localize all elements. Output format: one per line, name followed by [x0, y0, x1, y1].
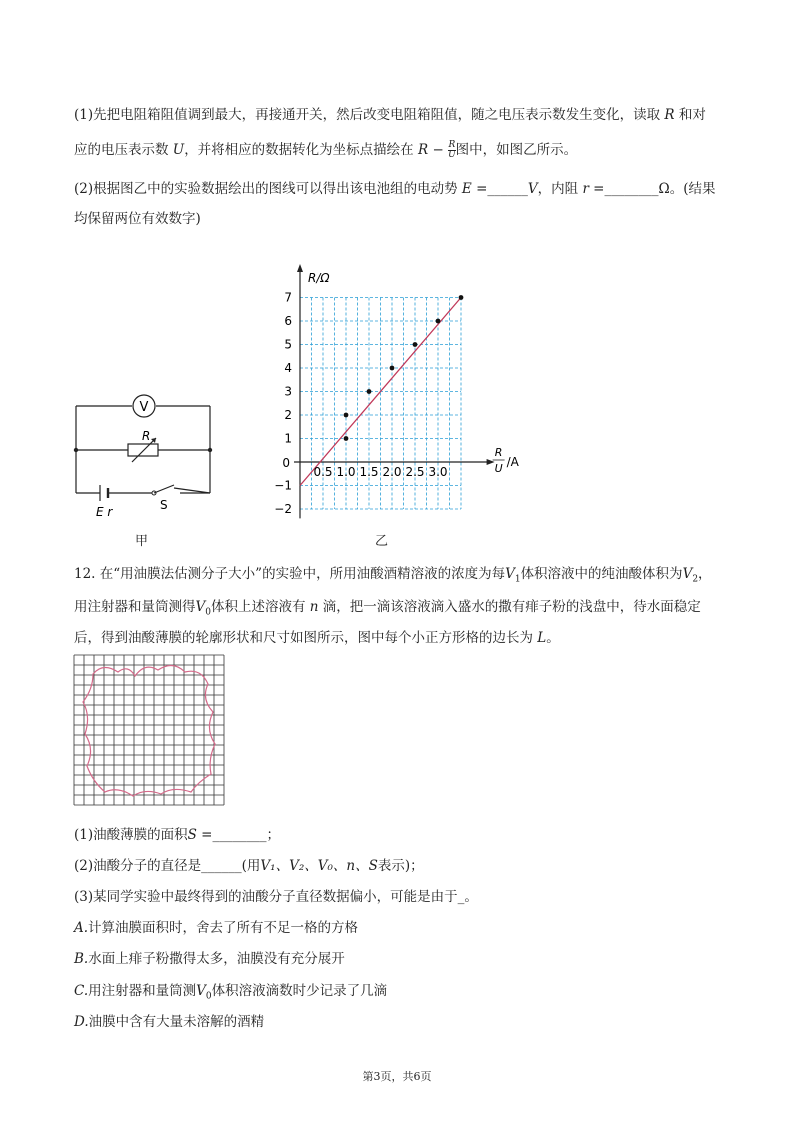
q12-sub2: (2)油酸分子的直径是______(用V₁、V₂、V₀、n、S表示)； [74, 858, 424, 874]
y-tick-label: 3 [284, 384, 292, 399]
option-d: D.油膜中含有大量未溶解的酒精 [74, 1014, 265, 1030]
y-tick-label: 2 [284, 408, 292, 422]
data-point [459, 295, 464, 300]
option-a: A.计算油膜面积时，舍去了所有不足一格的方格 [74, 920, 359, 936]
y-tick-label: 5 [284, 337, 292, 352]
voltmeter-label: V [139, 400, 149, 415]
battery-label: E r [96, 505, 113, 519]
y-tick-label: 1 [284, 431, 292, 446]
option-c: C.用注射器和量筒测$V_0$体积溶液滴数时少记录了几滴 [74, 983, 388, 1002]
y-tick-label: 7 [284, 290, 292, 305]
x-tick-label: 1.5 [359, 465, 379, 479]
q12-stem-line3: 后，得到油酸薄膜的轮廓形状和尺寸如图所示，图中每个小正方形格的边长为 L。 [74, 630, 560, 646]
data-point [413, 342, 418, 347]
q11-part2-line2: 均保留两位有效数字) [74, 211, 201, 227]
y-axis-arrow [297, 264, 303, 272]
x-tick-label: 2.0 [382, 465, 402, 479]
circuit-caption: 甲 [135, 534, 149, 549]
x-label-unit: /A [506, 455, 519, 469]
q11-part1-line1: (1)先把电阻箱阻值调到最大，再接通开关，然后改变电阻箱阻值，随之电压表示数发生变化，读取 R 和对 [74, 107, 706, 123]
x-tick-label: 3.0 [428, 465, 448, 479]
q12-sub3: (3)某同学实验中最终得到的油酸分子直径数据偏小，可能是由于_。 [74, 889, 478, 905]
y-axis-label: R/Ω [308, 271, 330, 285]
data-point [367, 389, 372, 394]
oil-film-grid [73, 654, 225, 806]
x-tick-label: 1.0 [336, 465, 356, 479]
q11-part1-line2: 应的电压表示数 U，并将相应的数据转化为坐标点描绘在 R − $\frac{R}{U}$ 图中，如图乙所示。 [74, 140, 578, 160]
page-footer: 第3页，共6页 [362, 1070, 432, 1083]
data-point [390, 366, 395, 371]
x-tick-label: 2.5 [405, 465, 425, 479]
resistor-label: R [142, 429, 151, 443]
q12-sub1: (1)油酸薄膜的面积S =________； [74, 827, 280, 843]
switch-blade [154, 485, 174, 493]
switch-label: S [160, 498, 168, 512]
y-tick-label: 6 [284, 314, 292, 328]
q11-part2-line1: (2)根据图乙中的实验数据绘出的图线可以得出该电池组的电动势 E =______V，内阻 r =________Ω。(结果 [74, 181, 716, 197]
q12-stem-line1: 12. 在“用油膜法估测分子大小”的实验中，所用油酸酒精溶液的浓度为每$V_1$体积溶液中的纯油酸体积为$V_2$， [74, 566, 712, 585]
option-b: B.水面上痱子粉撒得太多，油膜没有充分展开 [74, 951, 345, 967]
data-point [344, 413, 349, 418]
data-point [344, 436, 349, 441]
r-vs-r-over-u-chart [260, 260, 530, 535]
y-tick-label: −1 [274, 478, 292, 493]
data-point [436, 319, 441, 324]
rheostat-symbol [128, 444, 158, 456]
x-label-numerator: R [494, 446, 503, 459]
circuit-diagram [60, 388, 225, 523]
x-label-denominator: U [494, 462, 503, 475]
origin-label: 0 [282, 456, 290, 470]
y-tick-label: −2 [274, 502, 292, 516]
y-tick-label: 4 [284, 361, 292, 375]
r-over-u-fraction: $\frac{R}{U}$ [448, 140, 456, 160]
q12-stem-line2: 用注射器和量筒测得$V_0$体积上述溶液有 n 滴，把一滴该溶液滴入盛水的撒有痱子粉的浅盘中，待水面稳定 [74, 599, 701, 618]
graph-caption: 乙 [375, 534, 389, 549]
x-tick-label: 0.5 [313, 465, 333, 479]
